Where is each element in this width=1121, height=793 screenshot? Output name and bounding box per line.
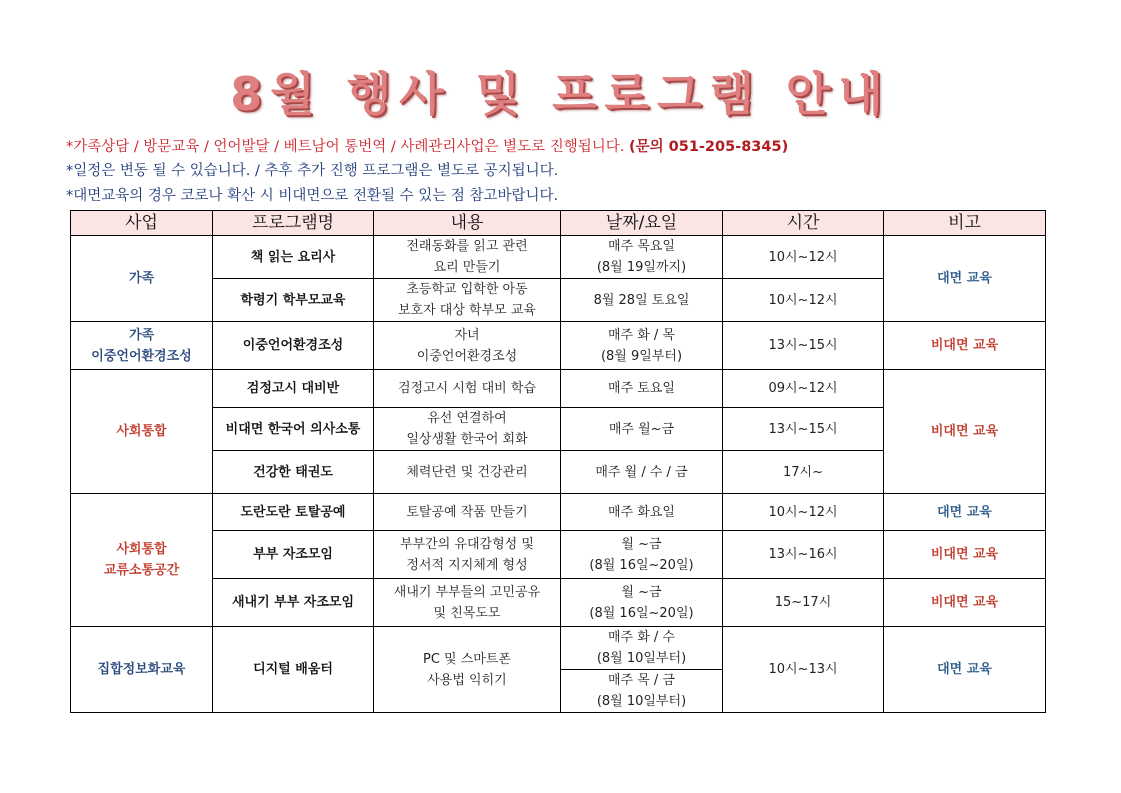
remark-cell: 대면 교육 [884, 236, 1046, 322]
table-row [71, 236, 1046, 279]
time-cell: 17시~ [723, 451, 884, 494]
program-cell: 책 읽는 요리사 [213, 236, 374, 279]
content-cell [374, 627, 561, 713]
table-row [71, 627, 1046, 670]
date-cell: 매주 월~금 [561, 408, 723, 451]
content-cell: 검정고시 시험 대비 학습 [374, 370, 561, 408]
date-line: 매주 목요일 [608, 239, 675, 254]
program-cell: 검정고시 대비반 [213, 370, 374, 408]
header-time: 시간 [723, 211, 884, 236]
time-cell: 13시~16시 [723, 531, 884, 579]
notice-line-1 [66, 137, 788, 157]
content-cell [374, 408, 561, 451]
content-line: 및 친목도모 [433, 605, 501, 621]
date-line: 월 ~금 [621, 584, 662, 600]
program-cell: 건강한 태권도 [213, 451, 374, 494]
table-row [71, 370, 1046, 408]
date-cell [561, 236, 723, 279]
remark-cell: 비대면 교육 [884, 322, 1046, 370]
header-remark: 비고 [884, 211, 1046, 236]
date-line: (8월 9일부터) [600, 348, 683, 364]
content-line: 초등학교 입학한 아동 [406, 282, 528, 297]
program-cell: 이중언어환경조성 [213, 322, 374, 370]
content-cell [374, 279, 561, 322]
program-cell: 비대면 한국어 의사소통 [213, 408, 374, 451]
content-cell: 체력단련 및 건강관리 [374, 451, 561, 494]
content-cell [374, 236, 561, 279]
content-cell [374, 531, 561, 579]
time-cell: 09시~12시 [723, 370, 884, 408]
remark-cell: 비대면 교육 [884, 370, 1046, 494]
notice-line-3: *대면교육의 경우 코로나 확산 시 비대면으로 전환될 수 있는 점 참고바랍니다. [66, 188, 559, 204]
date-cell: 매주 토요일 [561, 370, 723, 408]
content-line: 전래동화를 읽고 관련 [406, 239, 528, 254]
date-line: 매주 화 / 수 [607, 630, 675, 645]
time-cell: 10시~12시 [723, 494, 884, 531]
date-line: (8월 10일부터) [596, 651, 687, 666]
content-line: 요리 만들기 [433, 260, 501, 275]
business-cell [71, 494, 213, 627]
program-cell: 학령기 학부모교육 [213, 279, 374, 322]
program-cell: 새내기 부부 자조모임 [213, 579, 374, 627]
date-cell [561, 531, 723, 579]
business-cell: 가족 [71, 236, 213, 322]
header-date: 날짜/요일 [561, 211, 723, 236]
date-line: 매주 목 / 금 [607, 673, 675, 688]
content-line: 보호자 대상 학부모 교육 [398, 303, 536, 318]
date-line: (8월 10일부터) [596, 694, 687, 709]
remark-cell: 비대면 교육 [884, 531, 1046, 579]
table-row [71, 531, 1046, 579]
header-business: 사업 [71, 211, 213, 236]
date-cell [561, 627, 723, 670]
date-cell [561, 579, 723, 627]
header-program: 프로그램명 [213, 211, 374, 236]
date-line: (8월 16일~20일) [589, 557, 694, 573]
date-line: (8월 16일~20일) [589, 605, 694, 621]
time-cell: 13시~15시 [723, 322, 884, 370]
time-cell: 10시~13시 [723, 627, 884, 713]
content-line: 부부간의 유대감형성 및 [400, 536, 534, 552]
content-line: 유선 연결하여 [427, 411, 507, 426]
content-cell [374, 322, 561, 370]
content-line: 정서적 지지체계 형성 [406, 557, 528, 573]
business-cell: 집합정보화교육 [71, 627, 213, 713]
date-line: (8월 19일까지) [596, 260, 687, 275]
time-cell: 10시~12시 [723, 236, 884, 279]
business-line: 교류소통공간 [103, 563, 180, 578]
business-line: 이중언어환경조성 [91, 348, 192, 364]
content-line: 자녀 [454, 327, 480, 343]
business-line: 가족 [128, 327, 155, 343]
content-cell [374, 579, 561, 627]
remark-cell: 비대면 교육 [884, 579, 1046, 627]
remark-cell: 대면 교육 [884, 494, 1046, 531]
content-cell: 토탈공예 작품 만들기 [374, 494, 561, 531]
remark-cell: 대면 교육 [884, 627, 1046, 713]
content-line: PC 및 스마트폰 [423, 651, 511, 667]
notice-text: *가족상담 / 방문교육 / 언어발달 / 베트남어 통번역 / 사례관리사업은 별도로 진행됩니다. [66, 139, 629, 155]
date-cell: 8월 28일 토요일 [561, 279, 723, 322]
header-content: 내용 [374, 211, 561, 236]
date-line: 매주 화 / 목 [607, 327, 675, 343]
content-line: 새내기 부부들의 고민공유 [393, 584, 541, 600]
business-cell [71, 322, 213, 370]
table-header-row [71, 211, 1046, 236]
program-schedule-table [70, 210, 1046, 713]
notice-line-2: *일정은 변동 될 수 있습니다. / 추후 추가 진행 프로그램은 별도로 공지됩니다. [66, 163, 559, 179]
program-cell: 디지털 배움터 [213, 627, 374, 713]
table-row [71, 322, 1046, 370]
page-title: 8월 행사 및 프로그램 안내 [230, 67, 891, 121]
content-line: 일상생활 한국어 회화 [406, 432, 528, 447]
content-line: 사용법 익히기 [427, 672, 507, 688]
time-cell: 10시~12시 [723, 279, 884, 322]
time-cell: 13시~15시 [723, 408, 884, 451]
table-row [71, 494, 1046, 531]
date-cell [561, 322, 723, 370]
time-cell: 15~17시 [723, 579, 884, 627]
program-cell: 도란도란 토탈공예 [213, 494, 374, 531]
date-cell [561, 670, 723, 713]
date-cell: 매주 월 / 수 / 금 [561, 451, 723, 494]
date-cell: 매주 화요일 [561, 494, 723, 531]
date-line: 월 ~금 [621, 536, 662, 552]
content-line: 이중언어환경조성 [416, 348, 518, 364]
business-cell: 사회통합 [71, 370, 213, 494]
program-cell: 부부 자조모임 [213, 531, 374, 579]
contact-phone: (문의 051-205-8345) [628, 139, 789, 155]
table-row [71, 579, 1046, 627]
business-line: 사회통합 [116, 542, 167, 557]
